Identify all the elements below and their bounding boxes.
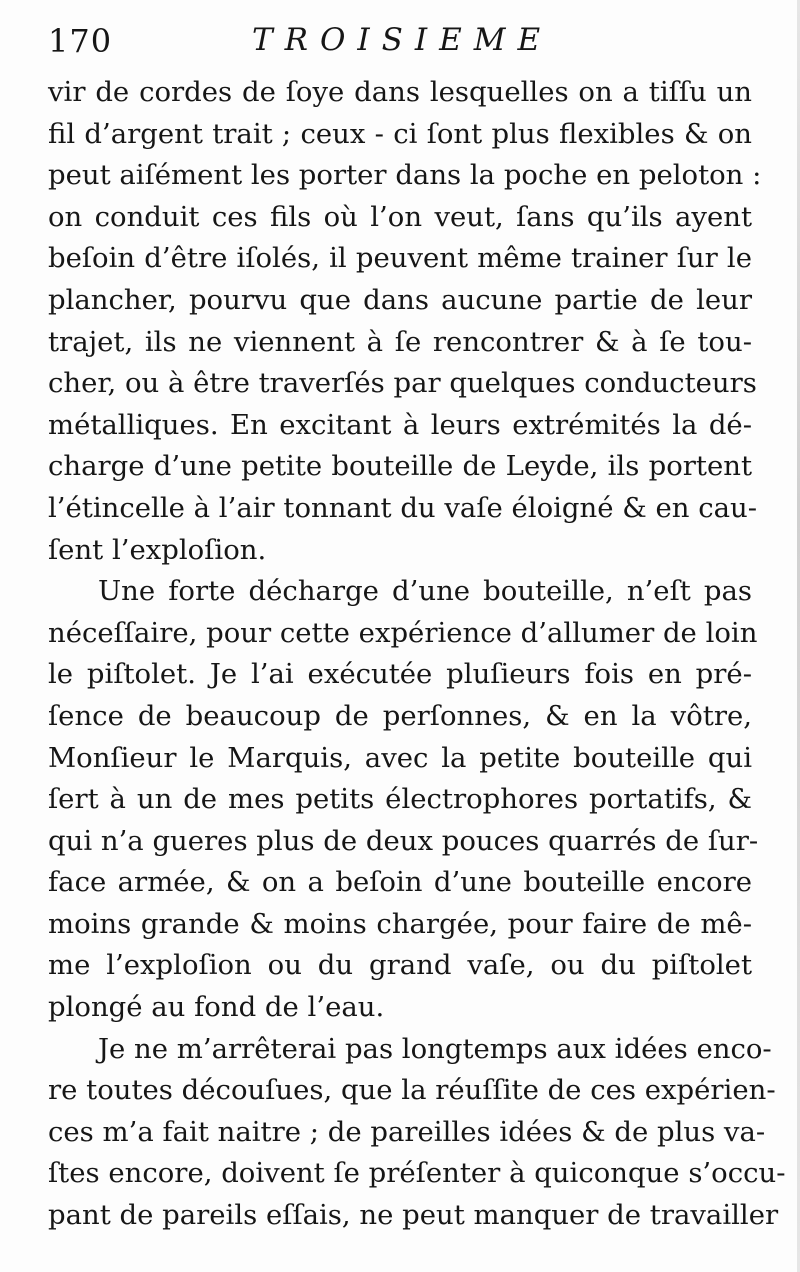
page-number: 170 bbox=[48, 22, 113, 60]
text-line: cher, ou à être traverſés par quelques conducteurs bbox=[48, 367, 757, 400]
text-line: ſent l’exploſion. bbox=[48, 533, 267, 566]
text-line: Monſieur le Marquis, avec la petite bouteille qui bbox=[48, 741, 752, 774]
text-line: Je ne m’arrêterai pas longtemps aux idées enco- bbox=[98, 1032, 772, 1065]
text-line: métalliques. En excitant à leurs extrémités la dé- bbox=[48, 408, 752, 441]
text-line: plancher, pourvu que dans aucune partie de leur bbox=[48, 283, 752, 316]
paragraph bbox=[48, 1029, 786, 1237]
paragraph bbox=[48, 571, 759, 1029]
text-line: qui n’a gueres plus de deux pouces quarrés de ſur- bbox=[48, 824, 759, 857]
text-line: peut aiſément les porter dans la poche en peloton : bbox=[48, 159, 762, 192]
text-line: trajet, ils ne viennent à ſe rencontrer & à ſe tou- bbox=[48, 325, 752, 358]
text-line: le piſtolet. Je l’ai exécutée pluſieurs fois en pré- bbox=[48, 658, 752, 691]
running-title: TROISIEME bbox=[252, 22, 553, 58]
text-line: ces m’a fait naitre ; de pareilles idées & de plus va- bbox=[48, 1115, 766, 1148]
text-line: pant de pareils eſſais, ne peut manquer de travailler bbox=[48, 1199, 779, 1232]
text-line: vir de cordes de ſoye dans lesquelles on a tiſſu un bbox=[48, 76, 752, 108]
text-line: plongé au fond de l’eau. bbox=[48, 991, 385, 1024]
text-line: Une forte décharge d’une bouteille, n’eſt pas bbox=[98, 575, 752, 608]
text-line: moins grande & moins chargée, pour faire de mê- bbox=[48, 907, 752, 940]
text-line: ſtes encore, doivent ſe préſenter à quiconque s’occu- bbox=[48, 1157, 786, 1190]
text-line: néceſſaire, pour cette expérience d’allumer de loin bbox=[48, 616, 758, 649]
text-line: l’étincelle à l’air tonnant du vaſe éloigné & en cau- bbox=[48, 491, 758, 524]
text-line: fil d’argent trait ; ceux - ci ſont plus flexibles & on bbox=[48, 117, 752, 150]
body-text bbox=[48, 72, 786, 1237]
text-line: ſert à un de mes petits électrophores portatifs, & bbox=[48, 783, 752, 816]
text-line: me l’exploſion ou du grand vaſe, ou du piſtolet bbox=[48, 949, 752, 982]
page-header bbox=[48, 14, 748, 64]
paragraph bbox=[48, 72, 762, 571]
text-line: charge d’une petite bouteille de Leyde, ils portent bbox=[48, 450, 752, 483]
text-line: re toutes découſues, que la réuſſite de ces expérien- bbox=[48, 1074, 776, 1107]
text-line: beſoin d’être iſolés, il peuvent même trainer ſur le bbox=[48, 242, 752, 275]
text-line: on conduit ces fils où l’on veut, ſans qu’ils ayent bbox=[48, 200, 752, 233]
text-line: face armée, & on a beſoin d’une bouteille encore bbox=[48, 866, 752, 899]
text-line: ſence de beaucoup de perſonnes, & en la vôtre, bbox=[48, 699, 752, 732]
